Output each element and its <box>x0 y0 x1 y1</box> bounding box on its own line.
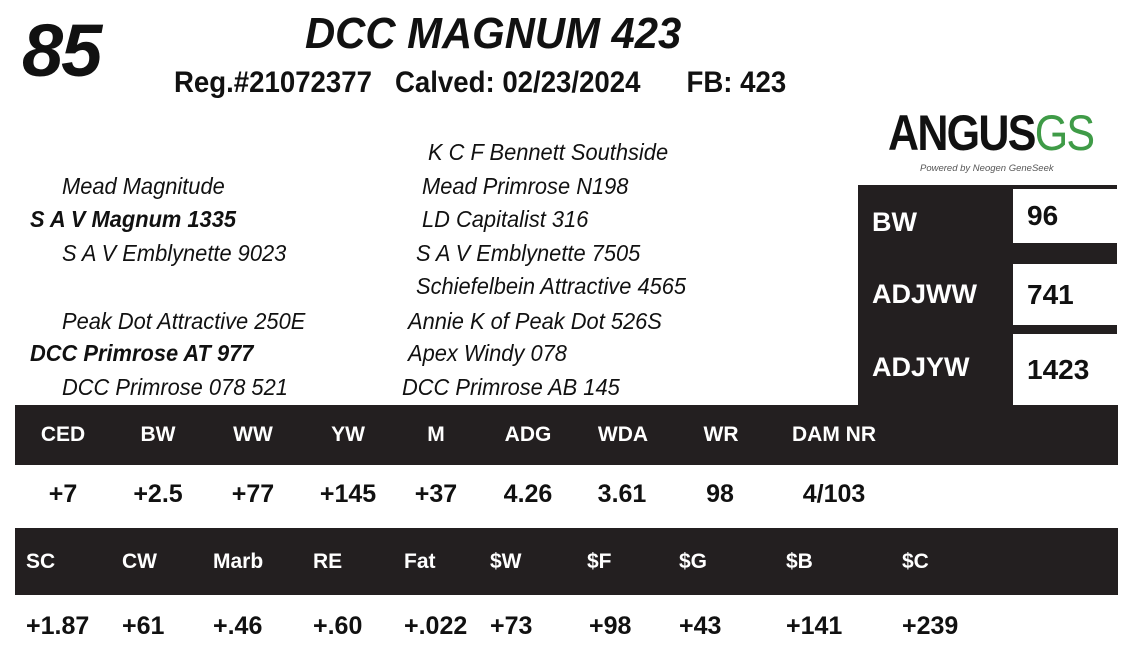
epd-value: 4/103 <box>802 480 866 508</box>
pedigree-dam-sire-dam: Annie K of Peak Dot 526S <box>408 308 662 334</box>
registration-line: Reg.#21072377 Calved: 02/23/2024 FB: 423 <box>174 66 787 99</box>
logo-main-text: ANGUS <box>888 105 1035 161</box>
lot-number: 85 <box>22 9 101 92</box>
epd-value: +77 <box>231 480 275 508</box>
pedigree-sire-sire-sire: K C F Bennett Southside <box>428 139 669 165</box>
epd-value: +145 <box>319 480 377 508</box>
epd-header: DAM NR <box>792 423 876 446</box>
epd-value: +2.5 <box>133 480 183 508</box>
epd-header: $F <box>587 549 612 573</box>
angus-gs-logo <box>888 105 1094 182</box>
epd-header: M <box>427 423 445 446</box>
epd-value: 4.26 <box>503 480 553 508</box>
epd-header: WDA <box>597 423 649 446</box>
epd-header: CED <box>40 423 86 446</box>
epd-value: +37 <box>414 480 458 508</box>
epd-header: WW <box>233 423 273 446</box>
pedigree-dam-sire-sire: Schiefelbein Attractive 4565 <box>416 273 687 299</box>
performance-label-bw: BW <box>872 207 917 237</box>
epd-value: 3.61 <box>597 480 647 508</box>
epd-header: $G <box>679 549 708 573</box>
pedigree-sire-dam: S A V Emblynette 9023 <box>62 240 287 266</box>
pedigree-sire-sire: Mead Magnitude <box>62 173 225 199</box>
epd-header: CW <box>122 549 157 573</box>
pedigree-dam-dam-sire: Apex Windy 078 <box>408 340 567 366</box>
epd-value: +.022 <box>404 612 468 640</box>
performance-label-adjww: ADJWW <box>872 279 977 309</box>
performance-label-adjyw: ADJYW <box>872 352 970 382</box>
performance-box <box>858 185 1117 405</box>
epd-header: SC <box>26 549 56 573</box>
epd-value: +73 <box>490 612 533 640</box>
epd-value: +.60 <box>313 612 363 640</box>
pedigree-dam-sire: Peak Dot Attractive 250E <box>62 308 306 334</box>
epd-header: $W <box>490 549 522 573</box>
epd-header: RE <box>313 549 343 573</box>
epd-header: ADG <box>504 423 552 446</box>
epd-header: BW <box>140 423 176 446</box>
epd-value: +239 <box>902 612 959 640</box>
epd-value: +7 <box>48 480 78 508</box>
epd-header-bar-1 <box>15 405 1118 465</box>
epd-header-bar-2 <box>15 528 1118 595</box>
pedigree-dam-dam: DCC Primrose 078 521 <box>62 374 288 400</box>
epd-value: +61 <box>122 612 165 640</box>
pedigree-sire: S A V Magnum 1335 <box>30 206 237 232</box>
performance-value-cell <box>1013 264 1117 325</box>
pedigree-sire-dam-sire: LD Capitalist 316 <box>422 206 589 232</box>
epd-value: 98 <box>706 480 734 508</box>
epd-header: $C <box>902 549 929 573</box>
epd-value: +1.87 <box>26 612 90 640</box>
epd-value: +98 <box>589 612 632 640</box>
epd-header: Marb <box>213 549 264 573</box>
pedigree-dam: DCC Primrose AT 977 <box>30 340 254 366</box>
epd-header: WR <box>703 423 739 446</box>
epd-value: +141 <box>786 612 843 640</box>
logo-accent-text: GS <box>1034 105 1094 161</box>
logo-tagline: Powered by Neogen GeneSeek <box>920 163 1054 174</box>
animal-name: DCC MAGNUM 423 <box>305 9 682 58</box>
performance-value-cell <box>1013 189 1117 243</box>
performance-value-cell <box>1013 334 1117 405</box>
epd-header: Fat <box>404 549 436 573</box>
pedigree-sire-sire-dam: Mead Primrose N198 <box>422 173 629 199</box>
pedigree-dam-dam-dam: DCC Primrose AB 145 <box>402 374 620 400</box>
epd-header: YW <box>331 423 365 446</box>
performance-value-bw: 96 <box>1027 200 1059 231</box>
performance-value-adjyw: 1423 <box>1027 353 1090 385</box>
epd-value: +.46 <box>213 612 263 640</box>
epd-value: +43 <box>679 612 722 640</box>
performance-value-adjww: 741 <box>1027 278 1074 310</box>
epd-header: $B <box>786 549 813 573</box>
pedigree-sire-dam-dam: S A V Emblynette 7505 <box>416 240 641 266</box>
